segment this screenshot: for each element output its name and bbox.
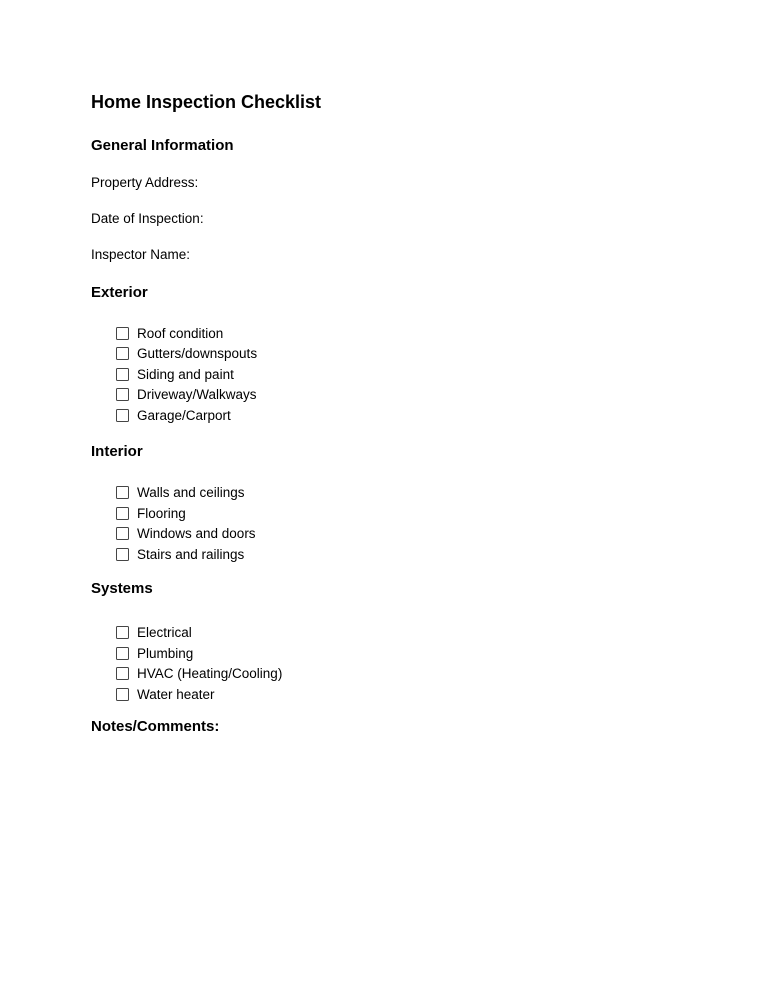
checkbox-icon[interactable] (116, 347, 129, 360)
checklist-item-walls-and-ceilings (91, 483, 678, 504)
section-heading-general-information: General Information (91, 137, 234, 154)
checkbox-icon[interactable] (116, 507, 129, 520)
document-title: Home Inspection Checklist (91, 92, 322, 112)
checklist-item-water-heater (91, 684, 678, 705)
checklist-item-plumbing (91, 643, 678, 664)
field-property-address: Property Address: (91, 175, 199, 190)
checklist-item-label: Garage/Carport (137, 407, 231, 423)
checklist-interior (91, 483, 678, 565)
section-heading-systems: Systems (91, 579, 153, 597)
checklist-item-label: Gutters/downspouts (137, 346, 258, 362)
checkbox-icon[interactable] (116, 647, 129, 660)
field-inspector-name: Inspector Name: (91, 247, 191, 262)
checklist-item-label: Siding and paint (137, 366, 234, 382)
checkbox-icon[interactable] (116, 626, 129, 639)
checkbox-icon[interactable] (116, 527, 129, 540)
checklist-item-label: Plumbing (137, 645, 194, 661)
checklist-exterior (91, 323, 678, 426)
checklist-item-label: Windows and doors (137, 526, 256, 542)
section-heading-exterior: Exterior (91, 284, 148, 301)
checklist-item-siding-and-paint (91, 364, 678, 385)
checkbox-icon[interactable] (116, 548, 129, 561)
section-heading-interior: Interior (91, 442, 143, 460)
checklist-item-label: Flooring (137, 505, 186, 521)
checkbox-icon[interactable] (116, 409, 129, 422)
checklist-item-hvac (91, 664, 678, 685)
checklist-item-stairs-and-railings (91, 544, 678, 565)
checklist-item-label: Driveway/Walkways (137, 387, 257, 403)
checklist-item-roof-condition (91, 323, 678, 344)
checkbox-icon[interactable] (116, 368, 129, 381)
checklist-item-flooring (91, 503, 678, 524)
checklist-item-label: Roof condition (137, 325, 224, 341)
checklist-item-label: Electrical (137, 625, 192, 641)
checkbox-icon[interactable] (116, 486, 129, 499)
checklist-item-label: Walls and ceilings (137, 485, 245, 501)
checklist-item-label: Stairs and railings (137, 546, 245, 562)
checkbox-icon[interactable] (116, 667, 129, 680)
field-date-of-inspection: Date of Inspection: (91, 211, 204, 226)
checklist-systems (91, 623, 678, 705)
checklist-item-label: HVAC (Heating/Cooling) (137, 666, 283, 682)
checklist-item-driveway-walkways (91, 385, 678, 406)
checklist-item-gutters-downspouts (91, 344, 678, 365)
checkbox-icon[interactable] (116, 327, 129, 340)
checkbox-icon[interactable] (116, 388, 129, 401)
section-heading-notes-comments: Notes/Comments: (91, 717, 220, 735)
checkbox-icon[interactable] (116, 688, 129, 701)
checklist-item-label: Water heater (137, 686, 215, 702)
checklist-item-windows-and-doors (91, 524, 678, 545)
checklist-item-garage-carport (91, 405, 678, 426)
checklist-item-electrical (91, 623, 678, 644)
